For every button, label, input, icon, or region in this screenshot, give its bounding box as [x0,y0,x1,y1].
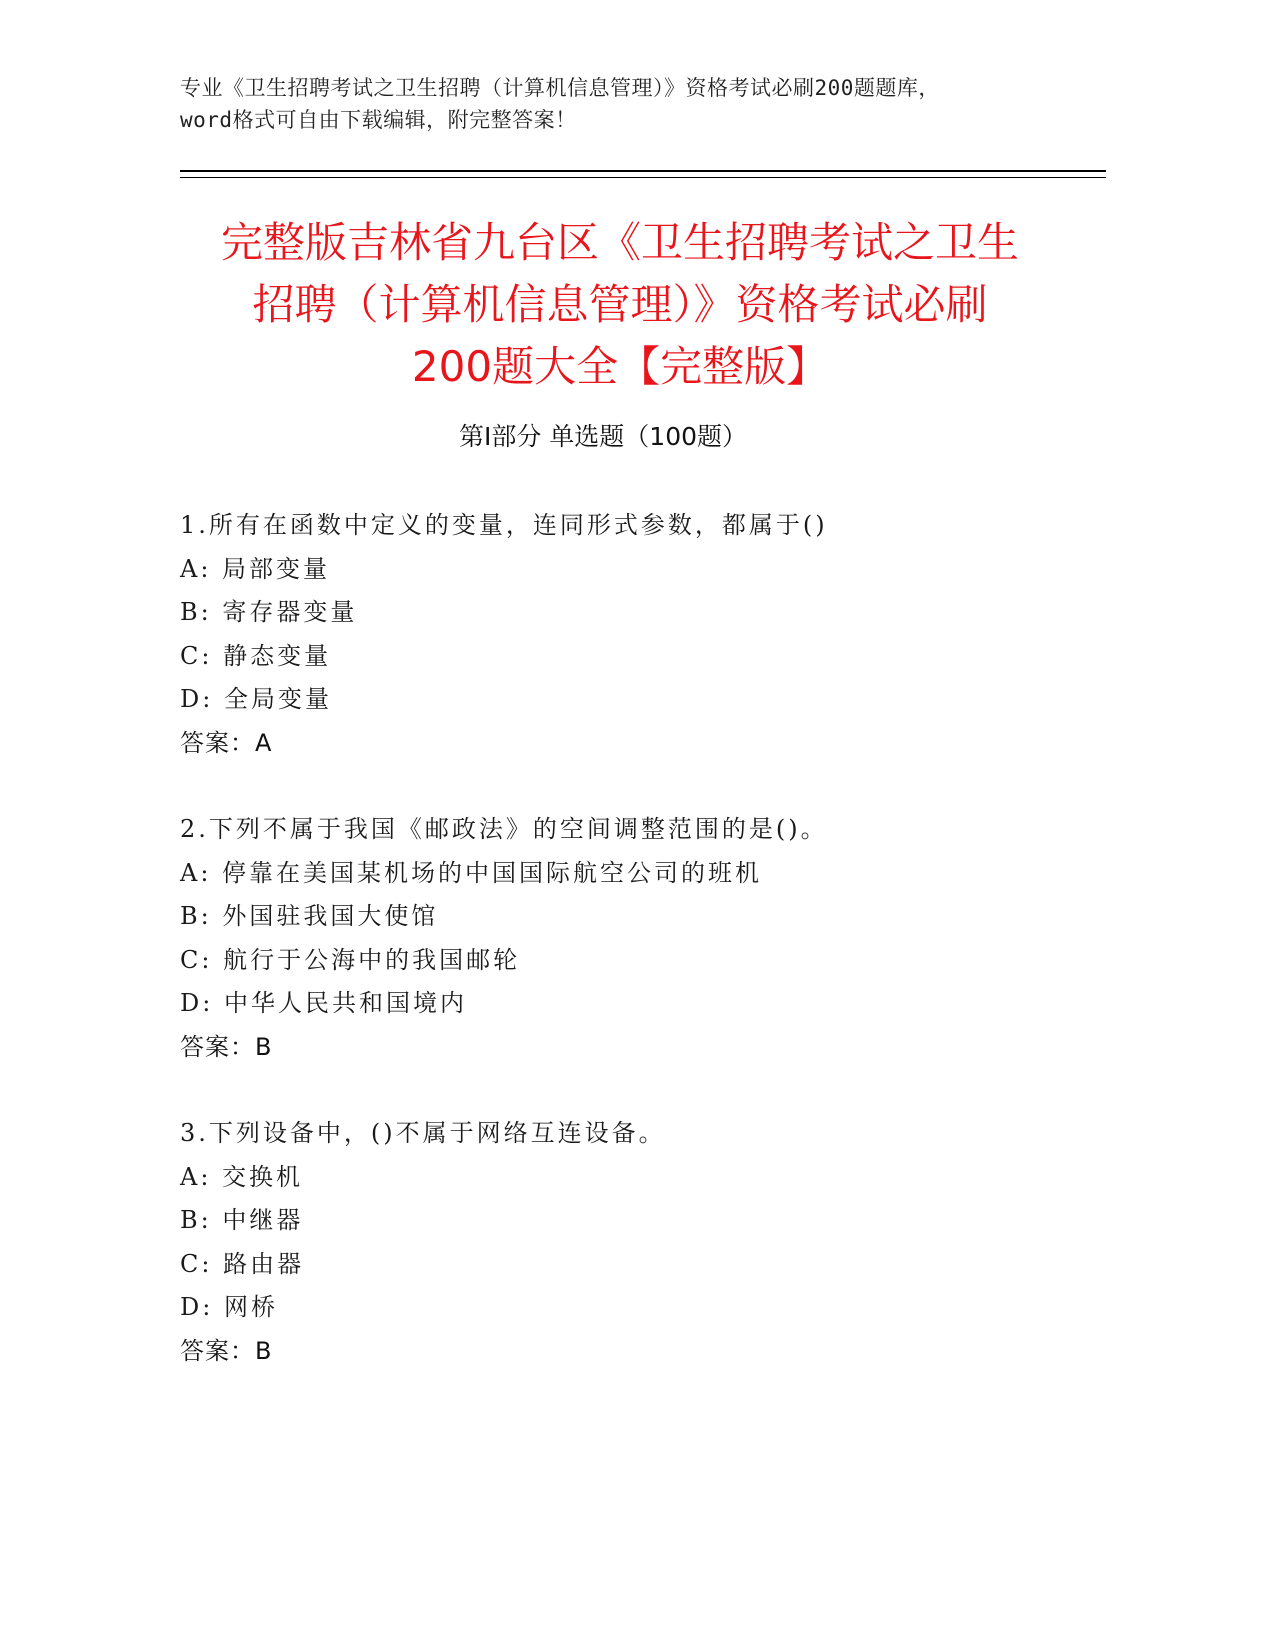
option-b: B: 寄存器变量 [180,598,358,626]
option-b: B: 中继器 [180,1206,304,1234]
option-a: A: 交换机 [180,1162,304,1191]
question-stem: 3.下列设备中，()不属于网络互连设备。 [180,1119,666,1147]
section-heading: 第I部分 单选题（100题） [458,422,748,451]
header-note-line-1: 专业《卫生招聘考试之卫生招聘（计算机信息管理）》资格考试必刷200题题库， [180,76,940,100]
question-item [180,808,1080,1069]
answer-key: 答案：B [180,1032,273,1061]
option-a: A: 局部变量 [180,554,331,583]
answer-key: 答案：A [180,728,273,757]
question-item [180,504,1080,765]
option-c: C: 航行于公海中的我国邮轮 [180,945,521,974]
title-line-3: 200题大全【完整版】 [411,342,829,391]
document-header-note [180,72,1110,136]
title-line-2: 招聘（计算机信息管理）》资格考试必刷 [252,280,988,329]
document-title [150,212,1090,398]
option-c: C: 路由器 [180,1249,305,1278]
answer-key: 答案：B [180,1336,273,1365]
option-d: D: 全局变量 [180,685,332,713]
question-stem: 1.所有在函数中定义的变量，连同形式参数，都属于() [180,511,828,539]
option-d: D: 中华人民共和国境内 [180,989,467,1017]
header-note-line-2: word格式可自由下载编辑，附完整答案！ [180,108,577,132]
option-b: B: 外国驻我国大使馆 [180,902,439,930]
title-line-1: 完整版吉林省九台区《卫生招聘考试之卫生 [220,218,1019,267]
option-d: D: 网桥 [180,1293,278,1321]
question-stem: 2.下列不属于我国《邮政法》的空间调整范围的是()。 [180,815,828,843]
question-item [180,1112,1080,1373]
header-divider-thin [180,177,1106,178]
option-a: A: 停靠在美国某机场的中国国际航空公司的班机 [180,858,763,887]
question-list [180,504,1080,1416]
option-c: C: 静态变量 [180,641,332,670]
header-divider-thick [180,170,1106,172]
